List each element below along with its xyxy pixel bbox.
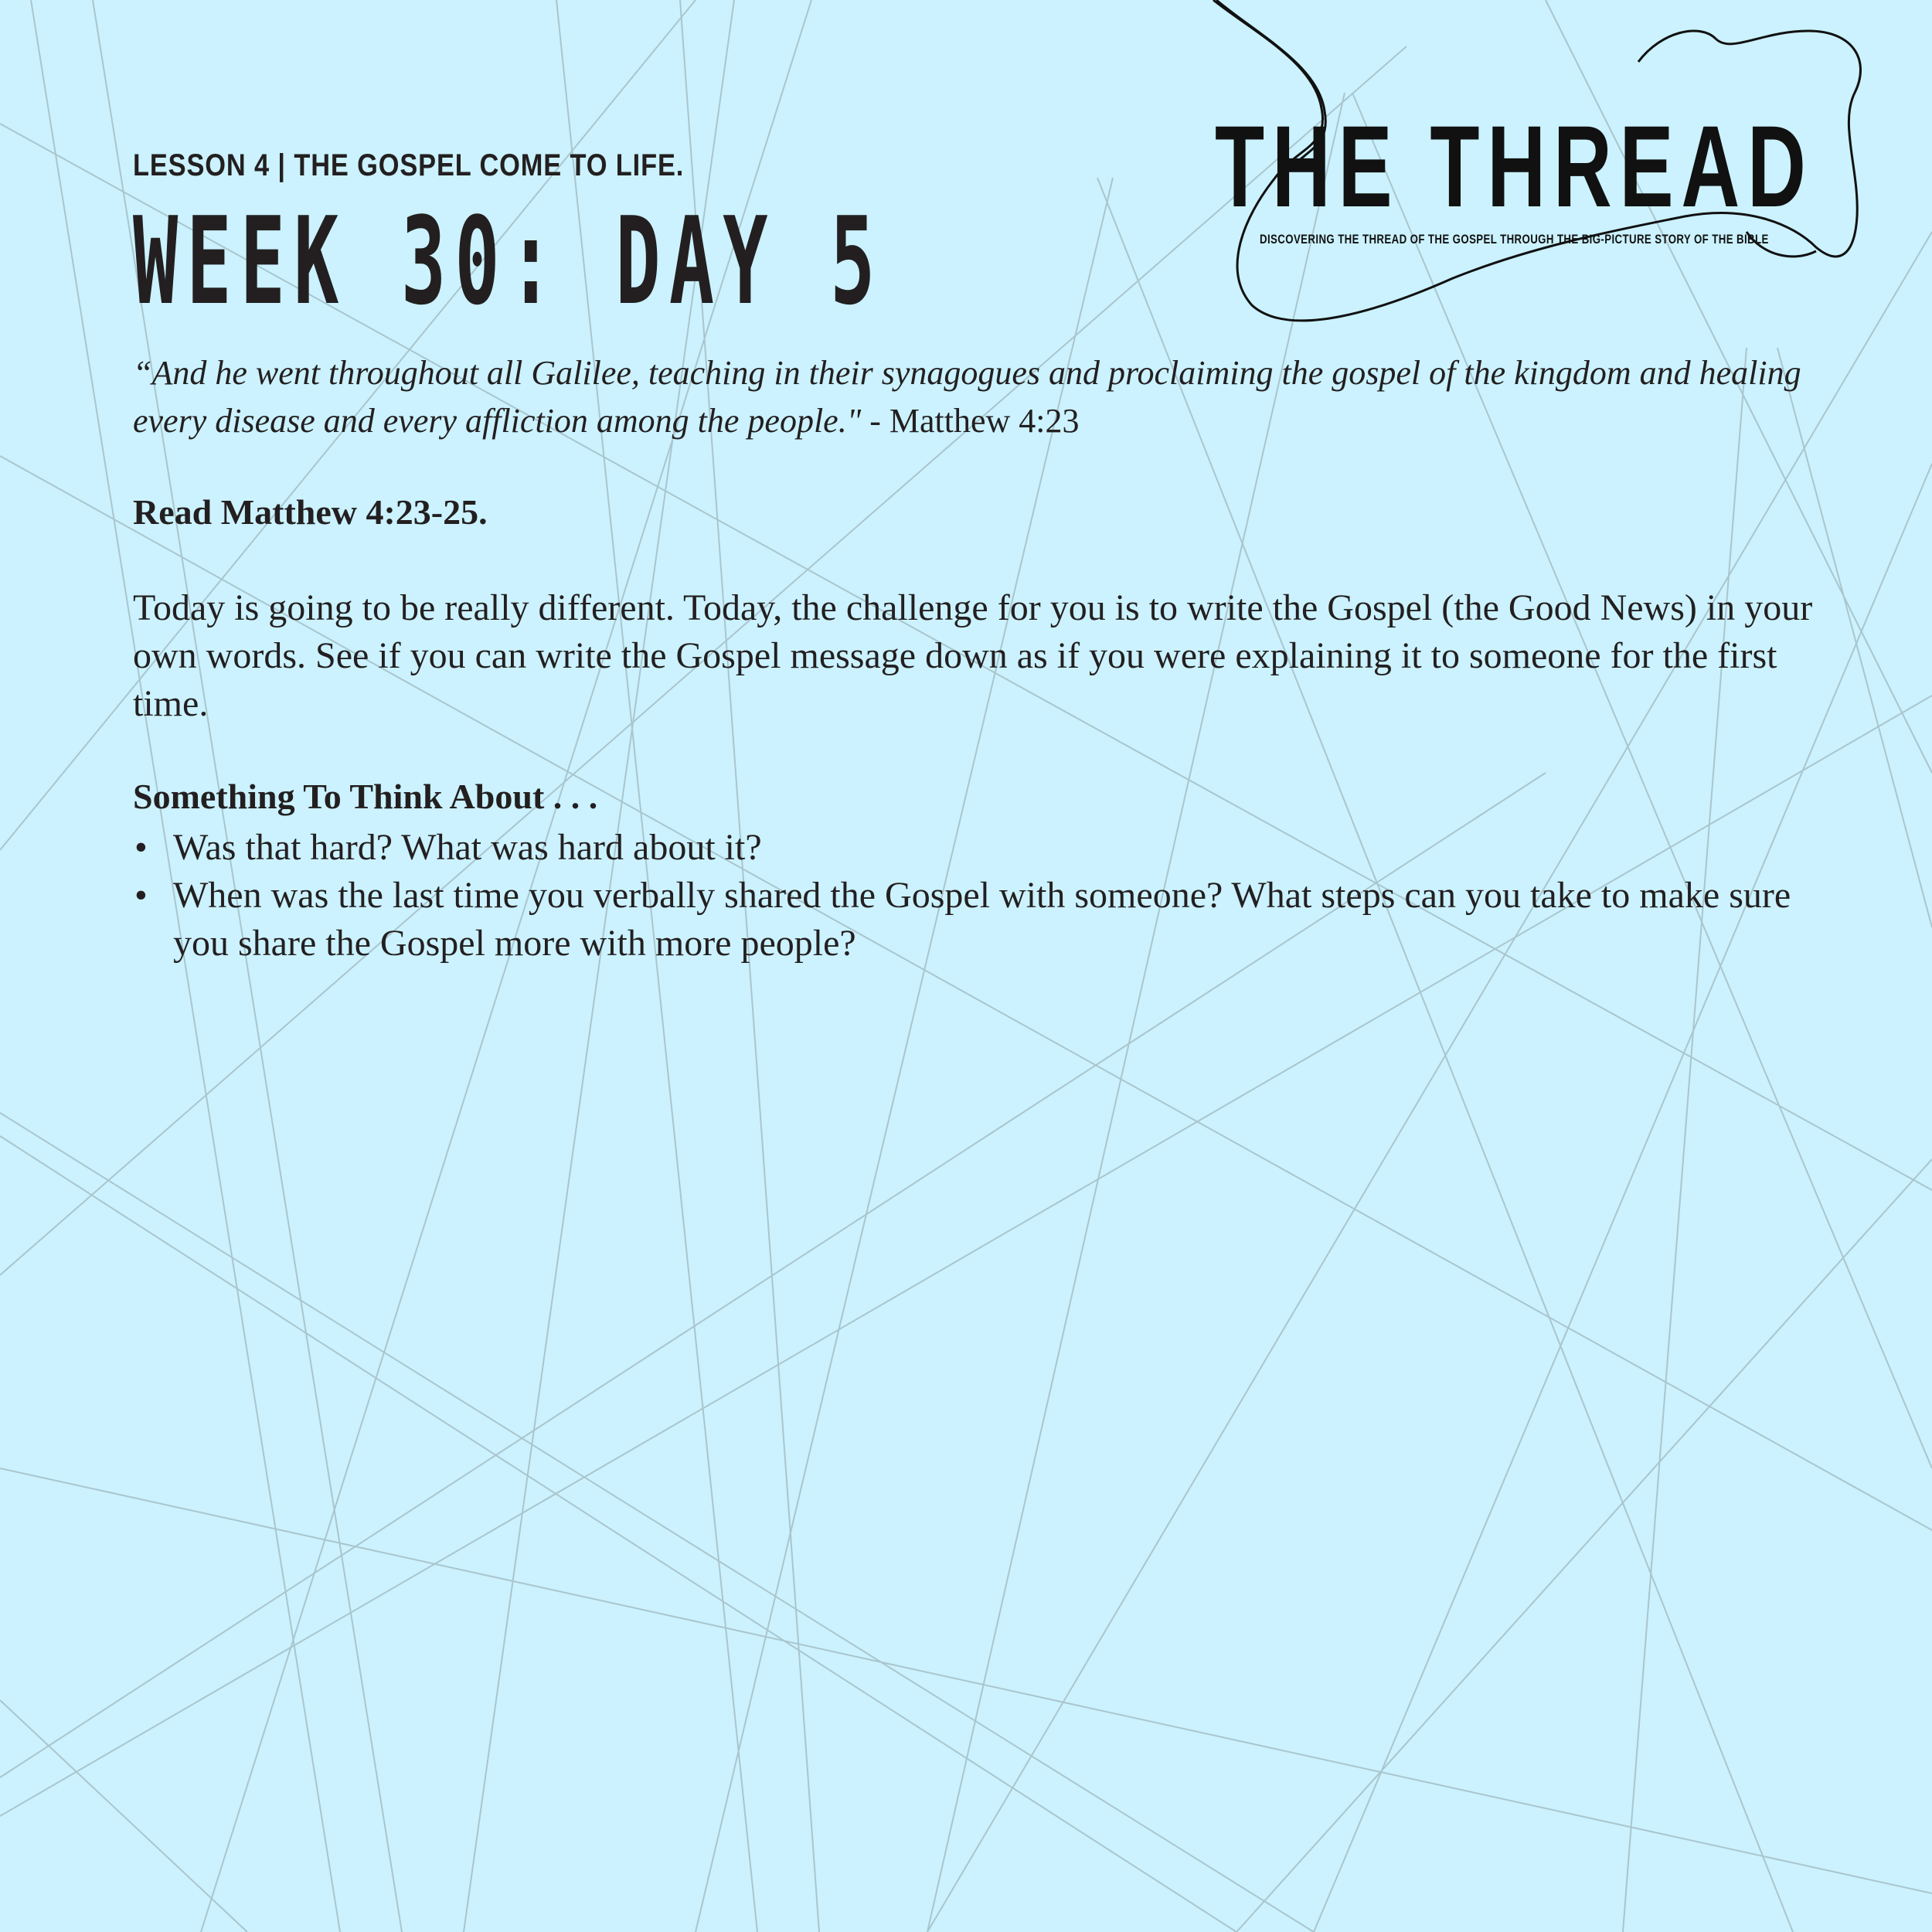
logo-subtitle: DISCOVERING THE THREAD OF THE GOSPEL THROUGH THE BIG-PICTURE STORY OF THE BIBLE	[1260, 232, 1769, 247]
think-about-heading: Something To Think About . . .	[133, 777, 598, 816]
list-item	[133, 824, 1849, 872]
challenge-paragraph: Today is going to be really different. Today, the challenge for you is to write the Gospel (the Good News) in your own words. See if you can write the Gospel message down as if you were explaining it to someone for the first time.	[133, 587, 1813, 724]
lesson-label: LESSON 4 | THE GOSPEL COME TO LIFE.	[133, 148, 685, 182]
scripture-quote	[133, 349, 1849, 445]
list-item-text: When was the last time you verbally shared the Gospel with someone? What steps can you take to make sure you share the Gospel more with more people?	[173, 875, 1791, 964]
quote-text: “And he went throughout all Galilee, teaching in their synagogues and proclaiming the gospel of the kingdom and healing every disease and every affliction among the people."	[133, 354, 1801, 440]
the-thread-logo	[1206, 0, 1870, 332]
think-about-list	[133, 824, 1849, 968]
list-item-text: Was that hard? What was hard about it?	[173, 827, 762, 868]
reading-assignment: Read Matthew 4:23-25.	[133, 492, 488, 532]
list-item	[133, 872, 1849, 968]
logo-title: THE THREAD	[1215, 101, 1814, 231]
quote-reference: - Matthew 4:23	[861, 402, 1080, 440]
bullet-icon: •	[134, 875, 148, 916]
bullet-icon: •	[134, 827, 148, 868]
week-day-heading: WEEK 30: DAY 5	[133, 191, 884, 332]
